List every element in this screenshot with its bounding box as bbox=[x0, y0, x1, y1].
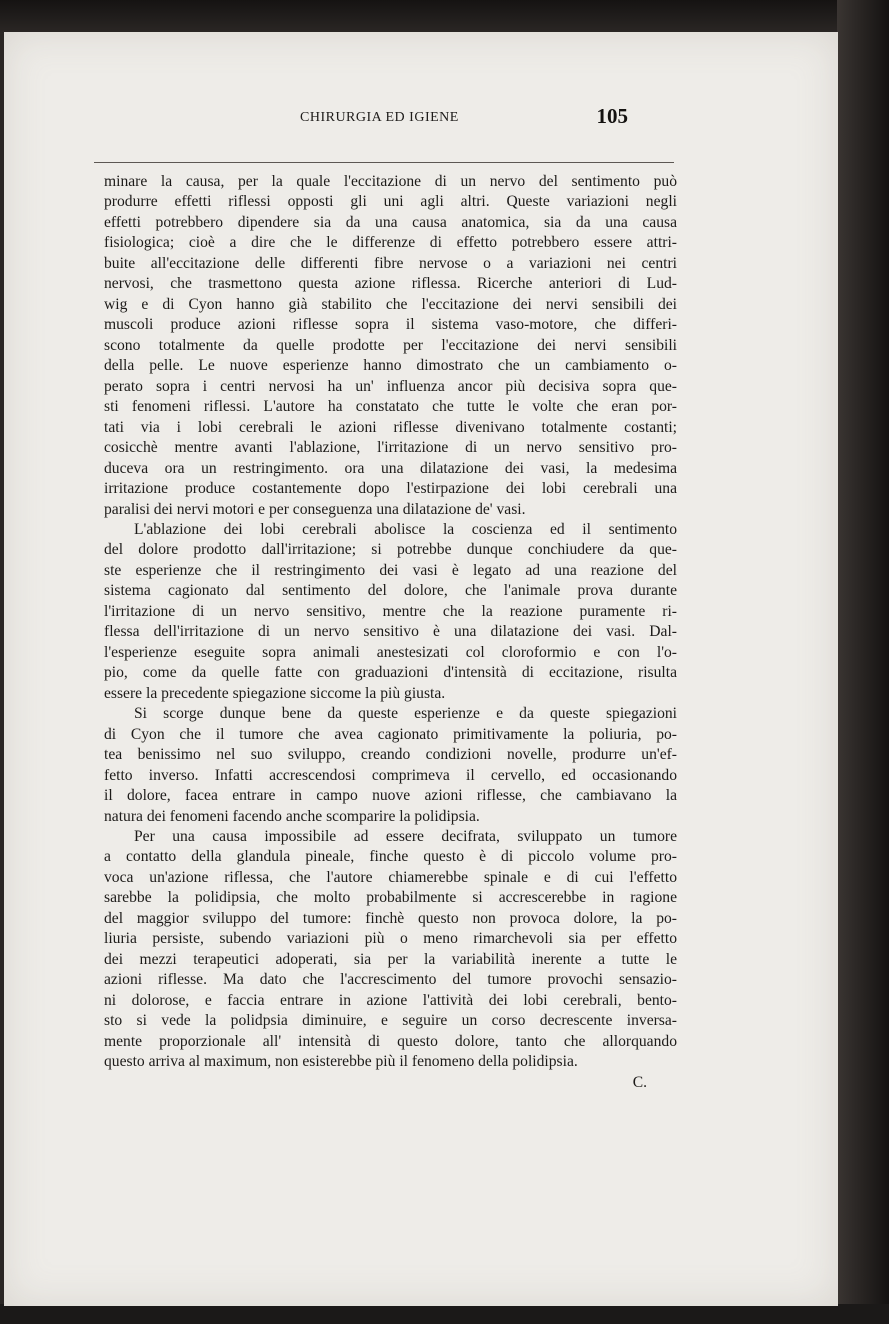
text-line: il dolore, facea entrare in campo nuove azioni riflesse, che cambiavano la bbox=[104, 787, 677, 805]
text-line: tati via i lobi cerebrali le azioni riflesse divenivano totalmente costanti; bbox=[104, 418, 677, 436]
text-line: natura dei fenomeni facendo anche scomparire la polidipsia. bbox=[104, 807, 480, 825]
text-line: ste esperienze che il restringimento dei vasi è legato ad una reazione del bbox=[104, 561, 677, 579]
text-line: produrre effetti riflessi opposti gli uni agli altri. Queste variazioni negli bbox=[104, 193, 677, 211]
text-line: sistema cagionato dal sentimento del dolore, che l'animale prova durante bbox=[104, 582, 677, 600]
author-signature: C. bbox=[632, 1073, 647, 1091]
text-line: del dolore prodotto dall'irritazione; si potrebbe dunque conchiudere da que- bbox=[104, 541, 677, 559]
text-line: cosicchè mentre avanti l'ablazione, l'irritazione di un nervo sensitivo pro- bbox=[104, 439, 677, 457]
text-line: tea benissimo nel suo sviluppo, creando condizioni novelle, produrre un'ef- bbox=[104, 746, 677, 764]
page-number: 105 bbox=[596, 104, 628, 128]
text-line: irritazione produce costantemente dopo l'estirpazione dei lobi cerebrali una bbox=[104, 480, 677, 498]
page-header bbox=[300, 104, 640, 134]
text-line: a contatto della glandula pineale, finche questo è di piccolo volume pro- bbox=[104, 848, 677, 866]
text-line: l'irritazione di un nervo sensitivo, mentre che la reazione puramente ri- bbox=[104, 602, 677, 620]
body-text bbox=[104, 172, 677, 1093]
text-line: ni dolorose, e faccia entrare in azione l'attività dei lobi cerebrali, bento- bbox=[104, 991, 677, 1009]
text-line: duceva ora un restringimento. ora una dilatazione dei vasi, la medesima bbox=[104, 459, 677, 477]
text-line: wig e di Cyon hanno già stabilito che l'eccitazione dei nervi sensibili dei bbox=[104, 295, 677, 313]
scan-border-top bbox=[0, 0, 889, 34]
scan-border-bottom bbox=[0, 1304, 889, 1324]
text-line: fetto inverso. Infatti accrescendosi comprimeva il cervello, ed occasionando bbox=[104, 766, 677, 784]
text-line: liuria persiste, subendo variazioni più o meno rimarchevoli sia per effetto bbox=[104, 930, 677, 948]
text-line: mente proporzionale all' intensità di questo dolore, tanto che allorquando bbox=[104, 1032, 677, 1050]
text-line: di Cyon che il tumore che avea cagionato primitivamente la poliuria, po- bbox=[104, 725, 677, 743]
text-line: della pelle. Le nuove esperienze hanno dimostrato che un cambiamento o- bbox=[104, 357, 677, 375]
text-line: minare la causa, per la quale l'eccitazione di un nervo del sentimento può bbox=[104, 173, 677, 190]
text-line: paralisi dei nervi motori e per conseguenza una dilatazione de' vasi. bbox=[104, 500, 526, 518]
text-line: muscoli produce azioni riflesse sopra il sistema vaso-motore, che differi- bbox=[104, 316, 677, 334]
text-line: sarebbe la polidipsia, che molto probabilmente si accrescerebbe in ragione bbox=[104, 889, 677, 907]
text-line: fisiologica; cioè a dire che le differenze di effetto potrebbero essere attri- bbox=[104, 234, 677, 252]
text-line: questo arriva al maximum, non esisterebbe più il fenomeno della polidipsia. bbox=[104, 1053, 578, 1071]
text-line: scono totalmente da quelle prodotte per l'eccitazione dei nervi sensibili bbox=[104, 336, 677, 354]
text-line: effetti potrebbero dipendere sia da una causa anatomica, sia da una causa bbox=[104, 213, 677, 231]
text-line: nervosi, che trasmettono questa azione riflessa. Ricerche anteriori di Lud- bbox=[104, 275, 677, 293]
text-line: voca un'azione riflessa, che l'autore chiamerebbe spinale e di cui l'effetto bbox=[104, 868, 677, 886]
text-line: perato sopra i centri nervosi ha un' influenza ancor più decisiva sopra que- bbox=[104, 377, 677, 395]
text-line: dei mezzi terapeutici adoperati, sia per la variabilità inerente a tutte le bbox=[104, 950, 677, 968]
text-line: sto si vede la polidpsia diminuire, e seguire un corso decrescente inversa- bbox=[104, 1012, 677, 1030]
text-line: essere la precedente spiegazione siccome la più giusta. bbox=[104, 684, 446, 702]
text-line: pio, come da quelle fatte con graduazioni d'intensità di eccitazione, risulta bbox=[104, 664, 677, 682]
text-line: del maggior sviluppo del tumore: finchè questo non provoca dolore, la po- bbox=[104, 909, 677, 927]
text-line: Si scorge dunque bene da queste esperienze e da queste spiegazioni bbox=[134, 705, 677, 723]
text-line: L'ablazione dei lobi cerebrali abolisce la coscienza ed il sentimento bbox=[134, 520, 677, 538]
text-line: sti fenomeni riflessi. L'autore ha constatato che tutte le volte che eran por- bbox=[104, 398, 677, 416]
text-line: flessa dell'irritazione di un nervo sensitivo è una dilatazione dei vasi. Dal- bbox=[104, 623, 677, 641]
scan-border-right bbox=[837, 0, 889, 1324]
text-line: Per una causa impossibile ad essere decifrata, sviluppato un tumore bbox=[134, 828, 677, 845]
text-line: l'esperienze eseguite sopra animali anestesizati col cloroformio e con l'o- bbox=[104, 643, 677, 661]
text-line: buite all'eccitazione delle differenti fibre nervose o a variazioni nei centri bbox=[104, 254, 677, 272]
text-line: azioni riflesse. Ma dato che l'accrescimento del tumore provochi sensazio- bbox=[104, 971, 677, 989]
header-rule bbox=[94, 162, 674, 163]
running-head: CHIRURGIA ED IGIENE bbox=[300, 110, 459, 125]
